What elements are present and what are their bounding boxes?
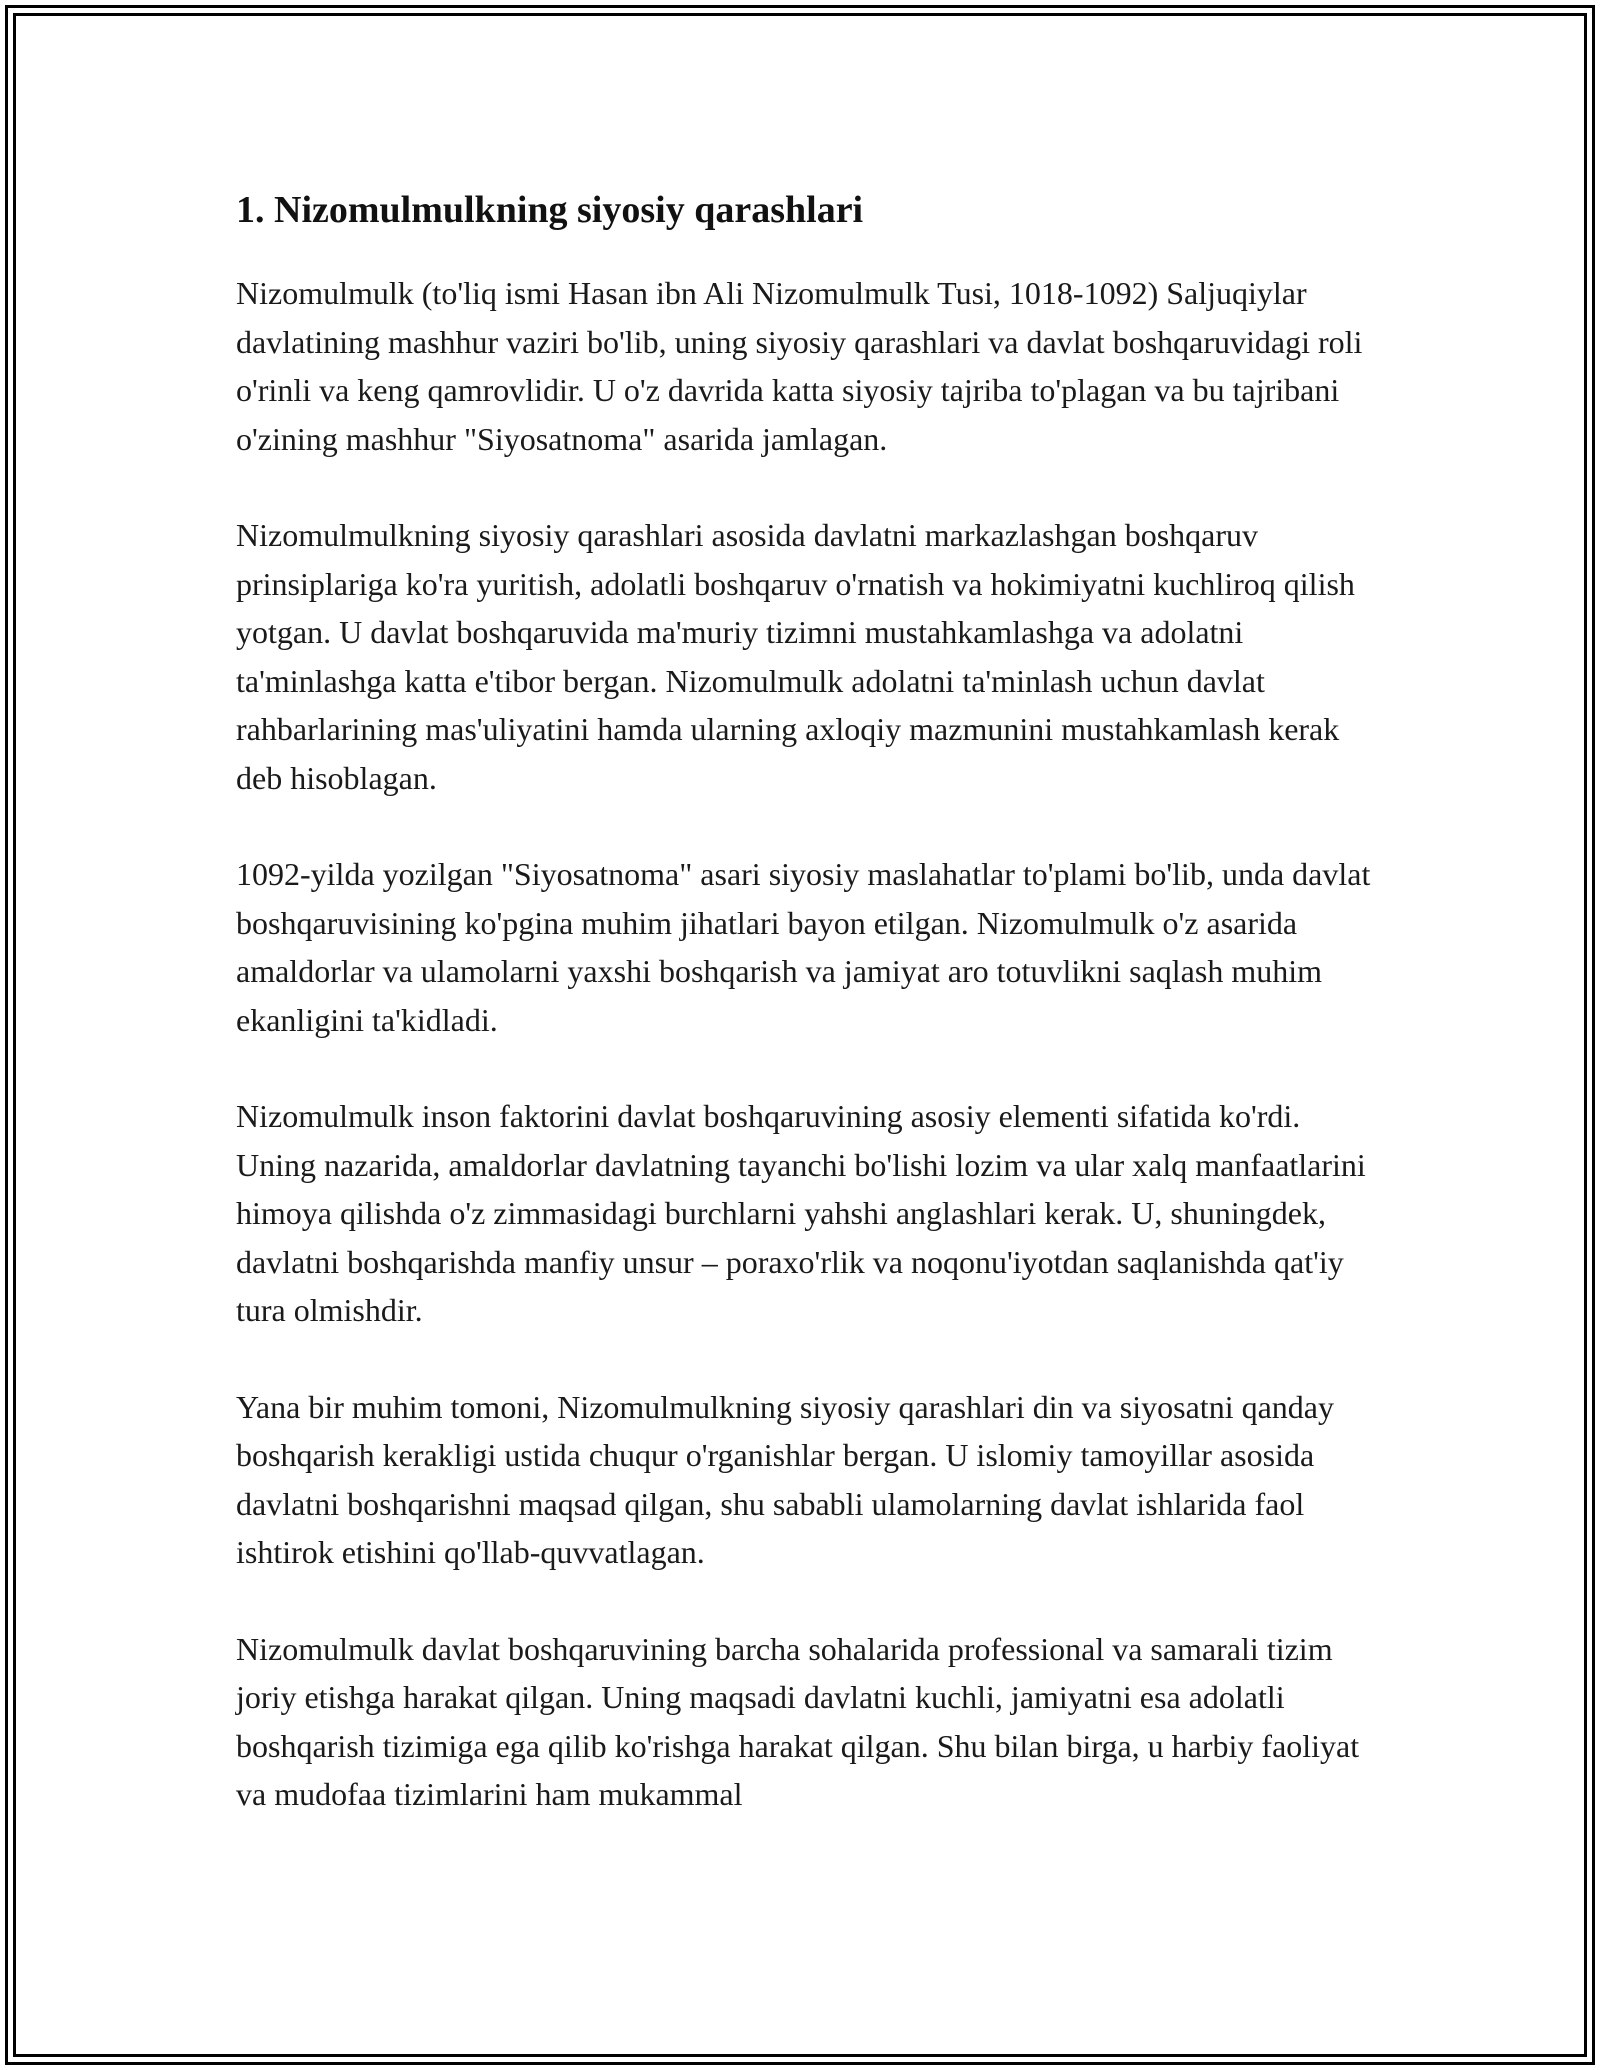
paragraph-4: Nizomulmulk inson faktorini davlat boshqaruvining asosiy elementi sifatida ko'rdi. Uning nazarida, amaldorlar davlatning tayanchi bo'lishi lozim va ular xalq manfaatlarini himoya qilishda o'z zimmasidagi burchlarni yahshi anglashlari kerak. U, shuningdek, davlatni boshqarishda manfiy unsur – poraxo'rlik va noqonu'iyotdan saqlanishda qat'iy tura olmishdir. xyxy=(236,1098,1366,1329)
document-body xyxy=(236,186,1376,1867)
paragraph-3: 1092-yilda yozilgan "Siyosatnoma" asari siyosiy maslahatlar to'plami bo'lib, unda davlat boshqaruvisining ko'pgina muhim jihatlari bayon etilgan. Nizomulmulk o'z asarida amaldorlar va ulamolarni yaxshi boshqarish va jamiyat aro totuvlikni saqlash muhim ekanligini ta'kidladi. xyxy=(236,856,1371,1038)
paragraph-1: Nizomulmulk (to'liq ismi Hasan ibn Ali Nizomulmulk Tusi, 1018-1092) Saljuqiylar davlatining mashhur vaziri bo'lib, uning siyosiy qarashlari va davlat boshqaruvidagi roli o'rinli va keng qamrovlidir. U o'z davrida katta siyosiy tajriba to'plagan va bu tajribani o'zining mashhur "Siyosatnoma" asarida jamlagan. xyxy=(236,275,1363,457)
paragraph-6: Nizomulmulk davlat boshqaruvining barcha sohalarida professional va samarali tizim joriy etishga harakat qilgan. Uning maqsadi davlatni kuchli, jamiyatni esa adolatli boshqarish tizimiga ega qilib ko'rishga harakat qilgan. Shu bilan birga, u harbiy faoliyat va mudofaa tizimlarini ham mukammal xyxy=(236,1630,1360,1813)
paragraph-5: Yana bir muhim tomoni, Nizomulmulkning siyosiy qarashlari din va siyosatni qanday boshqarish kerakligi ustida chuqur o'rganishlar bergan. U islomiy tamoyillar asosida davlatni boshqarishni maqsad qilgan, shu sababli ulamolarning davlat ishlarida faol ishtirok etishini qo'llab-quvvatlagan. xyxy=(236,1388,1334,1571)
document-title: 1. Nizomulmulkning siyosiy qarashlari xyxy=(236,189,864,231)
paragraph-2: Nizomulmulkning siyosiy qarashlari asosida davlatni markazlashgan boshqaruv prinsiplariga ko'ra yuritish, adolatli boshqaruv o'rnatish va hokimiyatni kuchliroq qilish yotgan. U davlat boshqaruvida ma'muriy tizimni mustahkamlashga va adolatni ta'minlashga katta e'tibor bergan. Nizomulmulk adolatni ta'minlash uchun davlat rahbarlarining mas'uliyatini hamda ularning axloqiy mazmunini mustahkamlash kerak deb hisoblagan. xyxy=(236,517,1355,796)
